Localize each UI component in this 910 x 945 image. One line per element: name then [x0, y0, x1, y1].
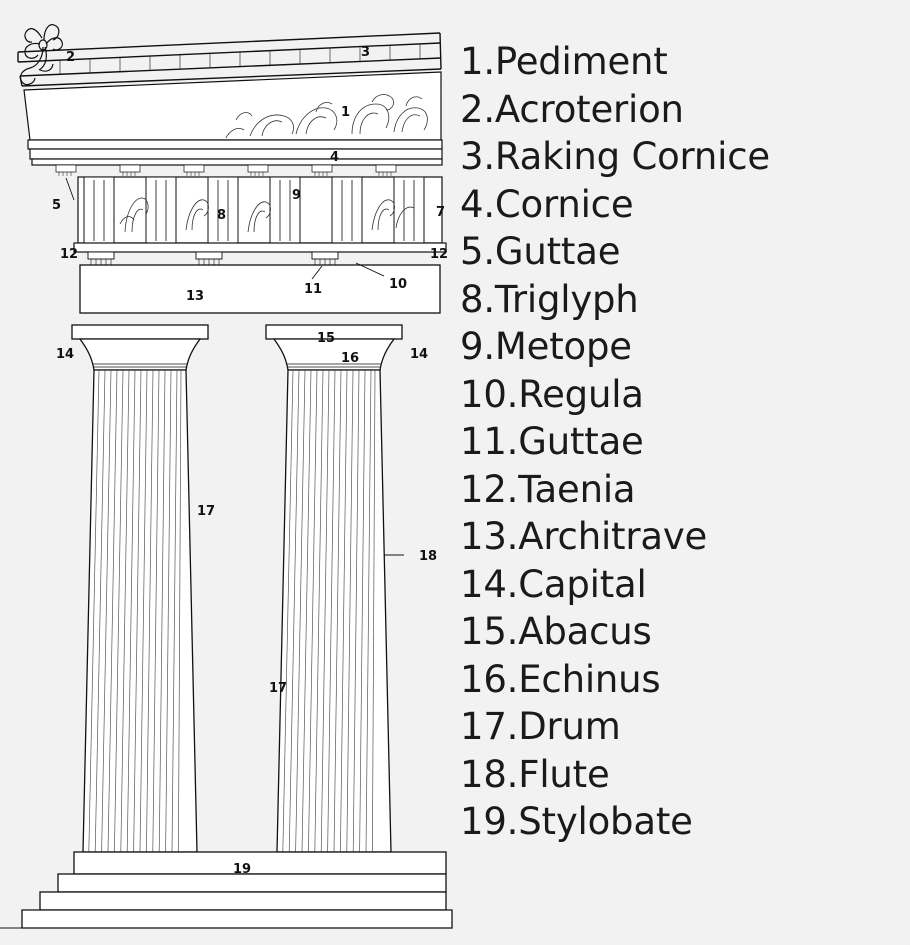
legend-number: 4.	[460, 182, 495, 226]
legend-number: 17.	[460, 705, 519, 748]
capital-left	[72, 325, 208, 370]
legend-label: Regula	[518, 372, 644, 416]
callout-9: 9	[292, 188, 302, 203]
legend-item-raking-cornice	[460, 133, 900, 181]
legend-number: 11.	[460, 420, 519, 463]
legend-label: Capital	[518, 562, 647, 606]
legend-item-guttae-upper	[460, 228, 900, 276]
callout-18: 18	[419, 549, 438, 564]
legend-item-triglyph	[460, 276, 900, 324]
callout-17-upper: 17	[197, 504, 216, 519]
callout-14-right: 14	[410, 347, 429, 362]
architrave	[80, 265, 440, 313]
legend-number: 3.	[460, 135, 495, 178]
legend-label: Metope	[494, 325, 632, 368]
callout-11: 11	[304, 282, 323, 297]
legend-number: 15.	[460, 610, 519, 653]
legend-item-cornice	[460, 181, 900, 229]
legend-number: 14.	[460, 562, 519, 606]
legend-label: Abacus	[518, 610, 652, 653]
callout-4: 4	[330, 150, 340, 165]
callout-13: 13	[186, 289, 205, 304]
legend-number: 13.	[460, 515, 519, 558]
callout-17-lower: 17	[269, 681, 288, 696]
legend-label: Pediment	[494, 40, 668, 83]
legend-item-metope	[460, 323, 900, 371]
callout-12-right: 12	[430, 247, 449, 262]
callout-15: 15	[317, 331, 336, 346]
legend-number: 19.	[460, 800, 519, 843]
legend-label: Triglyph	[494, 277, 639, 321]
legend-item-drum	[460, 703, 900, 751]
legend-item-capital	[460, 561, 900, 609]
legend-label: Echinus	[518, 657, 661, 701]
callout-14-left: 14	[56, 347, 75, 362]
legend-item-abacus	[460, 608, 900, 656]
callout-19: 19	[233, 862, 252, 877]
column-shaft-left	[83, 370, 197, 852]
legend-label: Drum	[518, 705, 621, 748]
legend-number: 2.	[460, 87, 495, 131]
legend-number: 18.	[460, 752, 519, 796]
legend-item-taenia	[460, 466, 900, 514]
taenia	[74, 243, 446, 252]
legend-number: 1.	[460, 40, 495, 83]
legend-item-guttae-lower	[460, 418, 900, 466]
callout-12-left: 12	[60, 247, 79, 262]
regula	[88, 252, 338, 259]
mutules-guttae	[56, 165, 396, 176]
legend-number: 16.	[460, 657, 519, 701]
legend-label: Guttae	[494, 230, 621, 273]
callout-10: 10	[389, 277, 408, 292]
frieze	[78, 177, 442, 243]
callout-1: 1	[341, 105, 351, 120]
callout-16: 16	[341, 351, 360, 366]
cornice	[28, 140, 442, 165]
legend-item-pediment	[460, 38, 900, 86]
legend-label: Cornice	[494, 182, 634, 226]
legend-item-echinus	[460, 656, 900, 704]
callout-3: 3	[361, 45, 371, 60]
legend-item-flute	[460, 751, 900, 799]
callout-2: 2	[66, 50, 76, 65]
legend-number: 12.	[460, 467, 519, 511]
legend-label: Architrave	[518, 515, 708, 558]
legend-label: Flute	[518, 752, 610, 796]
legend-label: Acroterion	[494, 87, 684, 131]
legend-item-architrave	[460, 513, 900, 561]
legend-label: Guttae	[518, 420, 644, 463]
legend-item-stylobate	[460, 798, 900, 846]
guttae-under-regula	[91, 259, 335, 265]
legend-number: 8.	[460, 277, 495, 321]
callout-5: 5	[52, 198, 62, 213]
column-shaft-right	[277, 370, 391, 852]
legend-item-acroterion	[460, 86, 900, 134]
legend-number: 9.	[460, 325, 495, 368]
legend-label: Taenia	[518, 467, 636, 511]
callout-7: 7	[436, 205, 446, 220]
legend-label: Raking Cornice	[494, 135, 770, 178]
legend-label: Stylobate	[518, 800, 693, 843]
callout-8: 8	[217, 208, 227, 223]
legend-number: 10.	[460, 372, 519, 416]
pediment	[24, 72, 441, 140]
legend-number: 5.	[460, 230, 495, 273]
parts-legend	[460, 38, 900, 846]
legend-item-regula	[460, 371, 900, 419]
